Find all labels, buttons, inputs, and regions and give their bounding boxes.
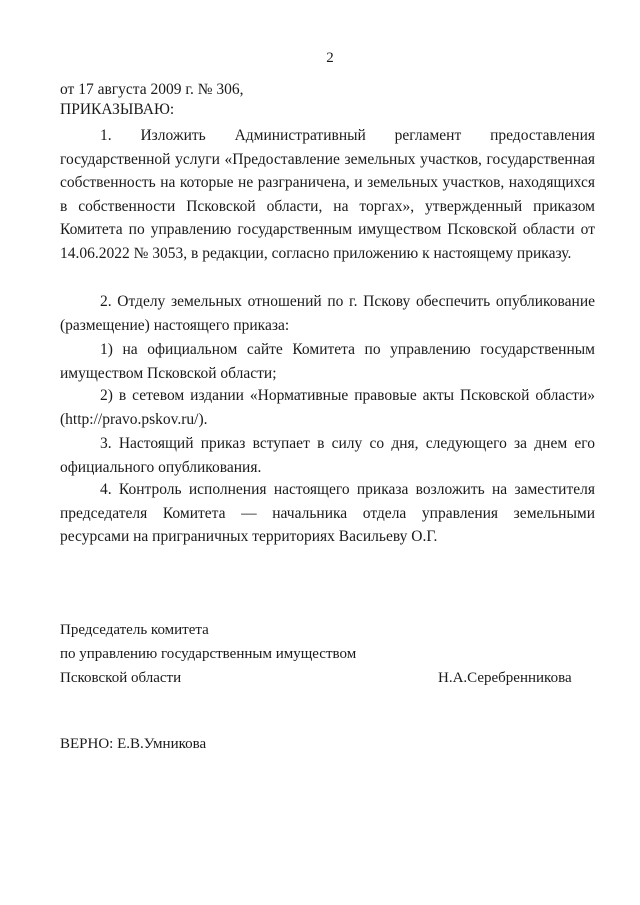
order-directive-heading: ПРИКАЗЫВАЮ: — [60, 101, 175, 118]
paragraph-subitem-2: 2) в сетевом издании «Нормативные правовые акты Псковской области» (http://pravo.pskov.ru/). — [60, 387, 595, 428]
signatory-title-line-1: Председатель комитета — [60, 622, 209, 638]
signatory-name: Н.А.Серебренникова — [438, 670, 572, 686]
page-number: 2 — [326, 50, 334, 66]
paragraph-subitem-1: 1) на официальном сайте Комитета по управлению государственным имуществом Псковской области; — [60, 341, 595, 382]
paragraph-item-3: 3. Настоящий приказ вступает в силу со дня, следующего за днем его официального опубликования. — [60, 435, 595, 476]
signatory-title-line-2: по управлению государственным имуществом — [60, 646, 357, 662]
order-reference-line: от 17 августа 2009 г. № 306, — [60, 81, 244, 98]
certification-line: ВЕРНО: Е.В.Умникова — [60, 736, 207, 752]
signatory-title-line-3: Псковской области — [60, 670, 182, 686]
paragraph-item-4: 4. Контроль исполнения настоящего приказа возложить на заместителя председателя Комитета — начальника отдела управления земельными ресурсами на приграничных территориях Васильеву О.Г. — [60, 481, 595, 545]
paragraph-item-1: 1. Изложить Административный регламент предоставления государственной услуги «Предоставление земельных участков, государственная собственность на которые не разграничена, и земельных участков, находящихся в собственности Псковской области, на торгах», утвержденный приказом Комитета по управлению государственным имуществом Псковской области от 14.06.2022 № 3053, в редакции, согласно приложению к настоящему приказу. — [60, 127, 595, 262]
paragraph-item-2: 2. Отделу земельных отношений по г. Пскову обеспечить опубликование (размещение) настоящего приказа: — [60, 293, 595, 334]
